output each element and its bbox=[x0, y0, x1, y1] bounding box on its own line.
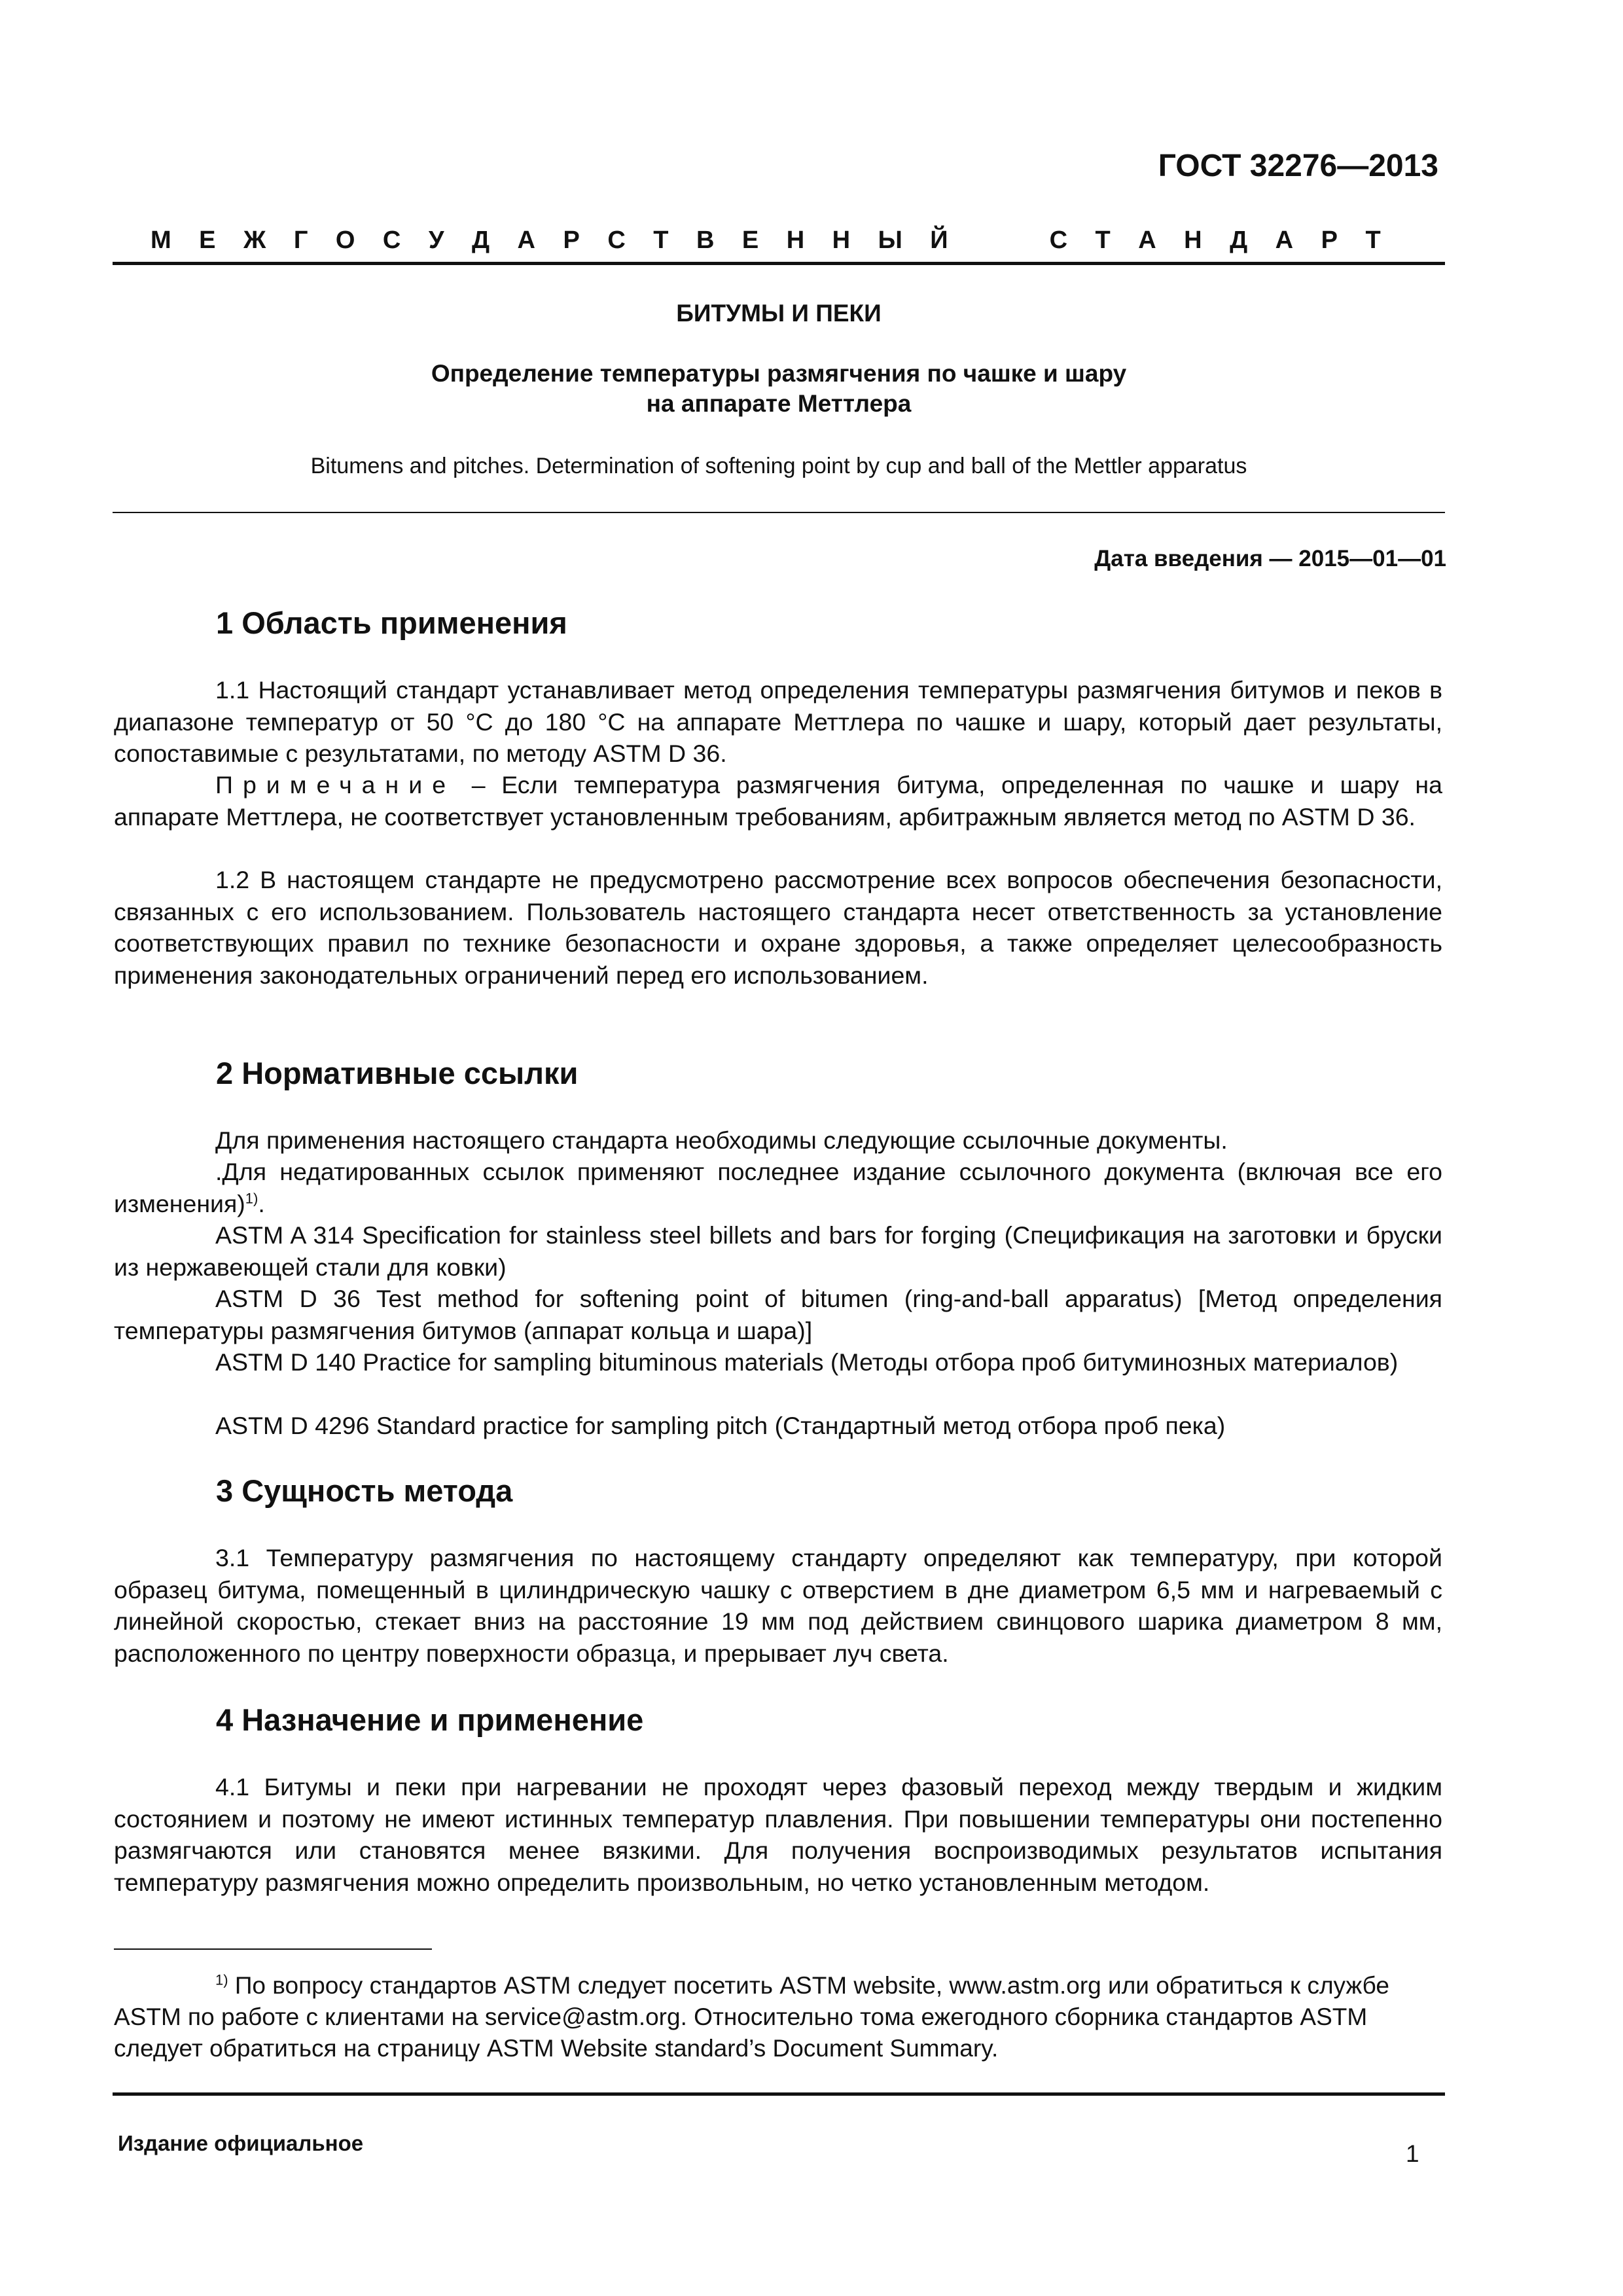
reference-astm-d140: ASTM D 140 Practice for sampling bituminous materials (Методы отбора проб битуминозных материалов) bbox=[215, 1348, 1399, 1376]
standard-type-letter: Е bbox=[741, 226, 759, 254]
standard-type-line bbox=[151, 226, 1381, 255]
title-rule bbox=[113, 512, 1445, 513]
section-1-paragraph-2: 1.2 В настоящем стандарте не предусмотрено рассмотрение всех вопросов обеспечения безопасности, связанных с его использованием. Пользователь настоящего стандарта несет ответственность за установление соответствующих правил по технике безопасности и охране здоровья, а также определяет целесообразность применения законодательных ограничений перед его использованием. bbox=[114, 866, 1442, 989]
footnote-text: По вопросу стандартов ASTM следует посетить ASTM website, www.astm.org или обратиться к службе ASTM по работе с клиентами на service@astm.org. Относительно тома ежегодного сборника стандартов ASTM следует обратиться на страницу ASTM Website standard’s Document Summary. bbox=[114, 1972, 1389, 2062]
standard-type-letter: Н bbox=[832, 226, 851, 254]
page-number: 1 bbox=[1406, 2140, 1419, 2167]
undated-refs-text: .Для недатированных ссылок применяют последнее издание ссылочного документа (включая все его изменения) bbox=[114, 1158, 1442, 1217]
document-subtitle bbox=[113, 359, 1445, 419]
standard-type-letter: А bbox=[1138, 226, 1156, 254]
standard-type-letter: Е bbox=[199, 226, 216, 254]
standard-type-letter: В bbox=[696, 226, 715, 254]
standard-type-letter: С bbox=[607, 226, 626, 254]
gost-number: ГОСТ 32276—2013 bbox=[1158, 149, 1438, 183]
introduction-date: Дата введения — 2015—01—01 bbox=[1094, 546, 1446, 571]
section-1-heading: 1 Область применения bbox=[216, 605, 567, 640]
standard-type-letter: Т bbox=[653, 226, 669, 254]
section-2-paragraph-1: Для применения настоящего стандарта необходимы следующие ссылочные документы. bbox=[215, 1126, 1228, 1154]
note-text: – Если температура размягчения битума, определенная по чашке и шару на аппарате Меттлера, не соответствует установленным требованиям, арбитражным является метод по ASTM D 36. bbox=[114, 771, 1442, 831]
period: . bbox=[258, 1189, 265, 1217]
subtitle-line-2: на аппарате Меттлера bbox=[646, 390, 912, 417]
standard-type-letter: Ы bbox=[878, 226, 902, 254]
standard-type-letter: С bbox=[382, 226, 401, 254]
section-4-heading: 4 Назначение и применение bbox=[216, 1702, 644, 1737]
standard-type-letter: Р bbox=[563, 226, 580, 254]
document-title: БИТУМЫ И ПЕКИ bbox=[676, 300, 882, 327]
note-label: Примечание bbox=[215, 771, 456, 798]
standard-type-letter: А bbox=[517, 226, 535, 254]
footnote-marker: 1) bbox=[215, 1971, 228, 1988]
standard-type-letter: Й bbox=[930, 226, 948, 254]
standard-type-letter: У bbox=[428, 226, 444, 254]
standard-type-letter: С bbox=[1049, 226, 1068, 254]
standard-type-letter: Н bbox=[1184, 226, 1202, 254]
word-gap bbox=[976, 226, 1022, 255]
standard-type-letter: Т bbox=[1365, 226, 1381, 254]
standard-type-letter: Н bbox=[786, 226, 805, 254]
standard-type-letter: Т bbox=[1095, 226, 1111, 254]
reference-astm-d36: ASTM D 36 Test method for softening point of bitumen (ring-and-ball apparatus) [Метод определения температуры размягчения битумов (аппарат кольца и шара)] bbox=[114, 1285, 1442, 1344]
standard-type-letter: М bbox=[151, 226, 171, 254]
section-3-heading: 3 Сущность метода bbox=[216, 1473, 513, 1508]
standard-type-letter: Р bbox=[1321, 226, 1338, 254]
reference-astm-d4296: ASTM D 4296 Standard practice for sampling pitch (Стандартный метод отбора проб пека) bbox=[215, 1412, 1226, 1439]
footnote bbox=[114, 1970, 1442, 2064]
section-2-heading: 2 Нормативные ссылки bbox=[216, 1056, 579, 1090]
edition-label: Издание официальное bbox=[118, 2131, 364, 2155]
footnote-ref: 1) bbox=[245, 1190, 259, 1206]
standard-type-letter: Д bbox=[471, 226, 490, 254]
section-1-paragraph-1: 1.1 Настоящий стандарт устанавливает метод определения температуры размягчения битумов и пеков в диапазоне температур от 50 °С до 180 °С на аппарате Меттлера по чашке и шару, который дает результаты, сопоставимые с результатами, по методу ASTM D 36. bbox=[114, 676, 1442, 767]
standard-type-letter: Д bbox=[1230, 226, 1248, 254]
standard-type-letter: Ж bbox=[243, 226, 266, 254]
reference-astm-a314: ASTM A 314 Specification for stainless steel billets and bars for forging (Спецификация на заготовки и бруски из нержавеющей стали для ковки) bbox=[114, 1221, 1442, 1281]
section-2-paragraph-2 bbox=[114, 1156, 1442, 1219]
standard-type-letter: Г bbox=[293, 226, 308, 254]
header-rule bbox=[113, 262, 1445, 265]
footnote-rule bbox=[114, 1948, 432, 1950]
standard-type-letter: О bbox=[335, 226, 355, 254]
english-title: Bitumens and pitches. Determination of softening point by cup and ball of the Mettler apparatus bbox=[310, 454, 1247, 478]
subtitle-line-1: Определение температуры размягчения по чашке и шару bbox=[431, 360, 1127, 387]
section-1-note bbox=[114, 769, 1442, 833]
footer-rule bbox=[113, 2092, 1445, 2096]
section-4-paragraph-1: 4.1 Битумы и пеки при нагревании не проходят через фазовый переход между твердым и жидким состоянием и поэтому не имеют истинных температур плавления. При повышении температуры они постепенно размягчаются или становятся менее вязкими. Для получения воспроизводимых результатов испытания температуру размягчения можно определить произвольным, но четко установленным методом. bbox=[114, 1773, 1442, 1896]
standard-type-letter: А bbox=[1275, 226, 1294, 254]
section-3-paragraph-1: 3.1 Температуру размягчения по настоящему стандарту определяют как температуру, при которой образец битума, помещенный в цилиндрическую чашку с отверстием в дне диаметром 6,5 мм и нагреваемый с линейной скоростью, стекает вниз на расстояние 19 мм под действием свинцового шарика диаметром 8 мм, расположенного по центру поверхности образца, и прерывает луч света. bbox=[114, 1544, 1442, 1667]
